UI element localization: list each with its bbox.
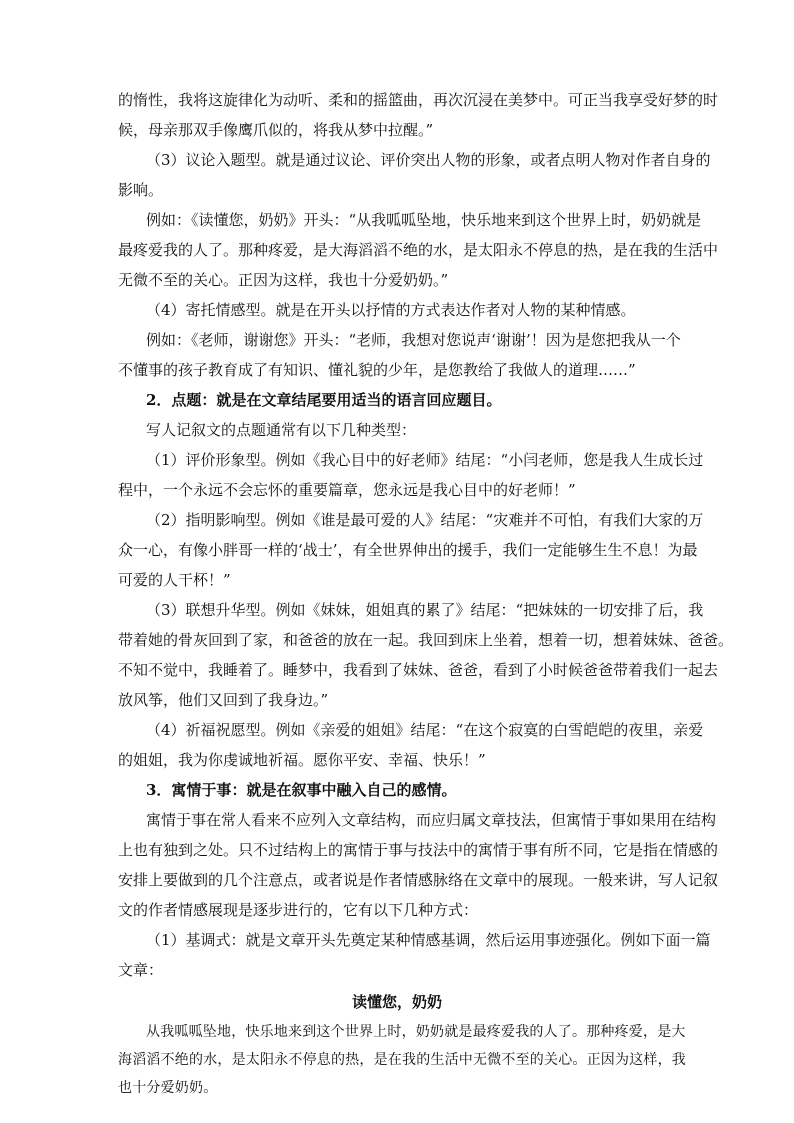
body-line: （2）指明影响型。例如《谁是最可爱的人》结尾：“灾难并不可怕，有我们大家的万 <box>146 511 704 529</box>
section-heading: 2．点题：就是在文章结尾要用适当的语言回应题目。 <box>146 391 502 409</box>
body-line: 寓情于事在常人看来不应列入文章结构，而应归属文章技法，但寓情于事如果用在结构 <box>146 811 717 829</box>
body-line: 安排上要做到的几个注意点，或者说是作者情感脉络在文章中的展现。一般来讲，写人记叙 <box>118 871 719 889</box>
body-line: （4）祈福祝愿型。例如《亲爱的姐姐》结尾：“在这个寂寞的白雪皑皑的夜里，亲爱 <box>146 721 704 739</box>
essay-line: 从我呱呱坠地，快乐地来到这个世界上时，奶奶就是最疼爱我的人了。那种疼爱，是大 <box>146 1024 686 1040</box>
body-line: 不知不觉中，我睡着了。睡梦中，我看到了妹妹、爸爸，看到了小时候爸爸带着我们一起去 <box>118 661 719 679</box>
body-line: 例如：《老师，谢谢您》开头：“老师，我想对您说声‘谢谢’！因为是您把我从一个 <box>146 331 681 349</box>
body-line: 可爱的人干杯！” <box>118 571 231 589</box>
body-line: （3）联想升华型。例如《妹妹，姐姐真的累了》结尾：“把妹妹的一切安排了后，我 <box>146 601 704 619</box>
body-line: （4）寄托情感型。就是在开头以抒情的方式表达作者对人物的某种情感。 <box>146 301 636 319</box>
body-line: 不懂事的孩子教育成了有知识、懂礼貌的少年，是您教给了我做人的道理……” <box>118 361 636 379</box>
body-line: 上也有独到之处。只不过结构上的寓情于事与技法中的寓情于事有所不同，它是指在情感的 <box>118 841 719 859</box>
body-line: （1）评价形象型。例如《我心目中的好老师》结尾：“小闫老师，您是我人生成长过 <box>146 451 704 469</box>
body-line: 的惰性，我将这旋律化为动听、柔和的摇篮曲，再次沉浸在美梦中。可正当我享受好梦的时 <box>118 91 719 109</box>
body-line: 候，母亲那双手像鹰爪似的，将我从梦中拉醒。” <box>118 121 434 139</box>
body-line: （3）议论入题型。就是通过议论、评价突出人物的形象，或者点明人物对作者自身的 <box>146 151 711 169</box>
body-line: 众一心，有像小胖哥一样的‘战士’，有全世界伸出的援手，我们一定能够生生不息！为最 <box>118 541 698 559</box>
body-line: 写人记叙文的点题通常有以下几种类型： <box>146 421 417 439</box>
essay-line: 海滔滔不绝的水，是太阳永不停息的热，是在我的生活中无微不至的关心。正因为这样，我 <box>118 1052 686 1068</box>
section-heading: 3．寓情于事：就是在叙事中融入自己的感情。 <box>146 781 457 799</box>
body-line: （1）基调式：就是文章开头先奠定某种情感基调，然后运用事迹强化。例如下面一篇 <box>146 931 711 949</box>
essay-line: 也十分爱奶奶。 <box>118 1080 218 1096</box>
body-line: 影响。 <box>118 181 164 199</box>
body-line: 最疼爱我的人了。那种疼爱，是大海滔滔不绝的水，是太阳永不停息的热，是在我的生活中 <box>118 241 719 259</box>
body-line: 的姐姐，我为你虔诚地祈福。愿你平安、幸福、快乐！” <box>118 751 486 769</box>
essay-title: 读懂您，奶奶 <box>351 993 442 1011</box>
body-line: 无微不至的关心。正因为这样，我也十分爱奶奶。” <box>118 271 449 289</box>
body-line: 例如：《读懂您，奶奶》开头：“从我呱呱坠地，快乐地来到这个世界上时，奶奶就是 <box>146 211 702 229</box>
body-line: 放风筝，他们又回到了我身边。” <box>118 691 329 709</box>
body-line: 程中，一个永远不会忘怀的重要篇章，您永远是我心目中的好老师！” <box>118 481 576 499</box>
body-line: 带着她的骨灰回到了家，和爸爸的放在一起。我回到床上坐着，想着一切，想着妹妹、爸爸。 <box>118 631 734 649</box>
body-line: 文的作者情感展现是逐步进行的，它有以下几种方式： <box>118 901 479 919</box>
body-line: 文章： <box>118 961 164 979</box>
